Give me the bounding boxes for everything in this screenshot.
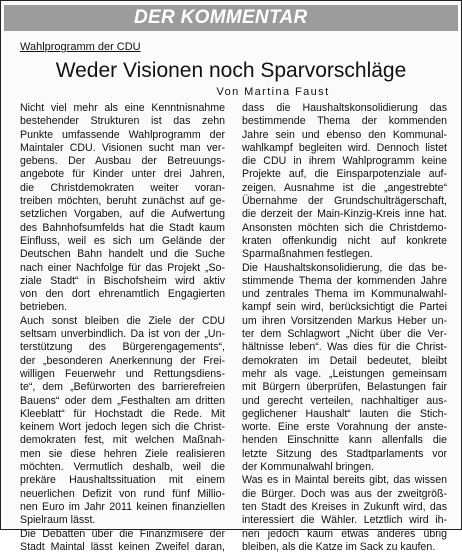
article-text-line: men sie diese hehren Ziele realisieren	[20, 447, 225, 460]
article-text-line: ter dem Schlagwort „Nicht über die Ver-	[242, 328, 447, 341]
section-title: DER KOMMENTAR	[134, 7, 308, 28]
article-text-line: betrieben.	[20, 301, 68, 314]
article-headline: Weder Visionen noch Sparvorschläge	[55, 59, 407, 82]
article-text-line: willigen Feuerwehr und Rettungsdiens-	[20, 367, 225, 380]
article-byline: Von Martina Faust	[216, 86, 330, 98]
article-text-line: letzte Sitzung des Stadtparlaments vor	[242, 447, 447, 460]
article-text-line: bestehender Strukturen ist das zehn	[20, 115, 225, 128]
article-text-line: angebote für Kinder unter drei Jahren,	[20, 168, 225, 181]
article-text-line: die Christdemokraten weiter voran-	[20, 181, 225, 194]
article-text-line: dass die Haushaltskonsolidierung das	[242, 102, 447, 114]
article-text-line: ten Stadt des Kreises in Zukunft wird, das	[242, 500, 447, 513]
article-kicker: Wahlprogramm der CDU	[20, 41, 141, 53]
article-text-line: interessiert die Wähler. Letztlich wird ih-	[242, 514, 447, 527]
article-text-line: hältnisse leben“. Was dies für die Christ-	[242, 341, 447, 354]
article-text-line: Spielraum lässt.	[20, 514, 96, 527]
article-text-line: keinem Wort jedoch legen sich die Christ-	[20, 421, 225, 434]
article-text-line: nen jedoch kaum etwas anderes übrig	[242, 527, 447, 540]
article-text-line: stimmende Thema der kommenden Jahre	[242, 274, 447, 287]
article-text-line: die Bürger. Doch was aus der zweitgröß-	[242, 487, 447, 500]
article-text-line: demokraten im Detail bedeutet, bleibt	[242, 354, 447, 367]
article-text-line: nen Euro im Jahr 2011 keinen finanziellen	[20, 500, 225, 513]
article-text-line: neuerlichen Defizit von rund fünf Millio-	[20, 487, 225, 500]
article-text-line: kraten offenkundig nicht auf konkrete	[242, 234, 447, 247]
article-text-line: Einfluss, weil es sich um Gelände der	[20, 234, 225, 247]
article-text-line: die CDU in ihrem Wahlprogramm keine	[242, 155, 447, 168]
article-text-line: Übernahme der Grundschulträgerschaft,	[242, 195, 447, 208]
article-text-line: Die Debatten über die Finanzmisere der	[20, 527, 225, 540]
article-text-line: ziale Stadt“ in Bischofsheim wird aktiv	[20, 274, 225, 287]
article-text-line: Kleeblatt“ für Hochstadt die Rede. Mit	[20, 407, 225, 420]
article-text-line: zeigen. Ausnahme ist die „angestrebte“	[242, 181, 447, 194]
article-text-line: Maintaler CDU. Visionen sucht man ver-	[20, 141, 225, 154]
article-text-line: treiben möchten, beruht zunächst auf ge-	[20, 195, 225, 208]
article-text-line: Bauens“ oder dem „Festhalten am dritten	[20, 394, 225, 407]
article-text-line: nach einer Nachfolge für das Projekt „So-	[20, 261, 225, 274]
article-text-line: Was es in Maintal bereits gibt, das wissen	[242, 474, 447, 487]
article-text-line: geglichener Haushalt“ lauten die Stich-	[242, 407, 447, 420]
article-text-line: der Kommunalwahl bringen.	[242, 461, 374, 474]
article-text-line: bleiben, als die Katze im Sack zu kaufen.	[242, 540, 436, 553]
article-text-line: bestimmende Thema der kommenden	[242, 115, 447, 128]
article-text-line: möchten. Vermutlich deshalb, weil die	[20, 461, 225, 474]
article-text-line: Stadt Maintal lässt keinen Zweifel daran,	[20, 540, 225, 553]
article-text-line: von den dort ehrenamtlich Engagierten	[20, 288, 225, 301]
article-text-line: die derzeit der Main-Kinzig-Kreis inne hat.	[242, 208, 447, 221]
article-text-line: und gerecht verteilen, nachhaltiger aus-	[242, 394, 447, 407]
article-text-line: Ansonsten möchten sich die Christdemo-	[242, 221, 447, 234]
section-banner	[4, 5, 458, 31]
article-text-line: Punkte umfassende Wahlprogramm der	[20, 128, 225, 141]
article-text-line: der „besonderen Anerkennung der Frei-	[20, 354, 225, 367]
article-text-line: mehr als vage. „Leistungen gemeinsam	[242, 367, 447, 380]
article-column-right	[242, 102, 447, 554]
article-text-line: Jahre sein und ebenso den Kommunal-	[242, 128, 447, 141]
article-text-line: kampf sein wird, berücksichtigt die Partei	[242, 301, 447, 314]
article-text-line: Projekte auf, die Einsparpotenziale auf-	[242, 168, 447, 181]
article-text-line: te“, dem „Befürworten des barrierefreien	[20, 381, 225, 394]
article-text-line: gebens. Der Ausbau der Betreuungs-	[20, 155, 225, 168]
article-text-line: um ihren Vorsitzenden Markus Heber un-	[242, 314, 447, 327]
article-text-line: terstützung des Bürgerengagements“,	[20, 341, 225, 354]
article-text-line: prekäre Haushaltssituation mit einem	[20, 474, 225, 487]
article-text-line: und zentrales Thema im Kommunalwahl-	[242, 288, 447, 301]
article-text-line: demokraten fest, mit welchen Maßnah-	[20, 434, 225, 447]
article-text-line: Nicht viel mehr als eine Kenntnisnahme	[20, 102, 225, 114]
article-text-line: Auch sonst bleiben die Ziele der CDU	[20, 314, 225, 327]
article-text-line: Sparmaßnahmen festlegen.	[242, 248, 373, 261]
article-text-line: henden Einschnitte kann allenfalls die	[242, 434, 447, 447]
article-text-line: des Bahnhofsumfelds hat die Stadt kaum	[20, 221, 225, 234]
article-text-line: Die Haushaltskonsolidierung, die das be-	[242, 261, 447, 274]
article-text-line: Deutschen Bahn handelt und die Suche	[20, 248, 225, 261]
article-text-line: wahlkampf begleiten wird. Dennoch listet	[242, 141, 447, 154]
article-text-line: mit Bürgern überprüfen, Belastungen fair	[242, 381, 447, 394]
article-text-line: worte. Eine erste Vorahnung der anste-	[242, 421, 447, 434]
article-text-line: seltsam unverbindlich. Da ist von der „Un-	[20, 328, 225, 341]
article-text-line: setzlichen Vorgaben, auf die Aufwertung	[20, 208, 225, 221]
article-column-left	[20, 102, 225, 554]
